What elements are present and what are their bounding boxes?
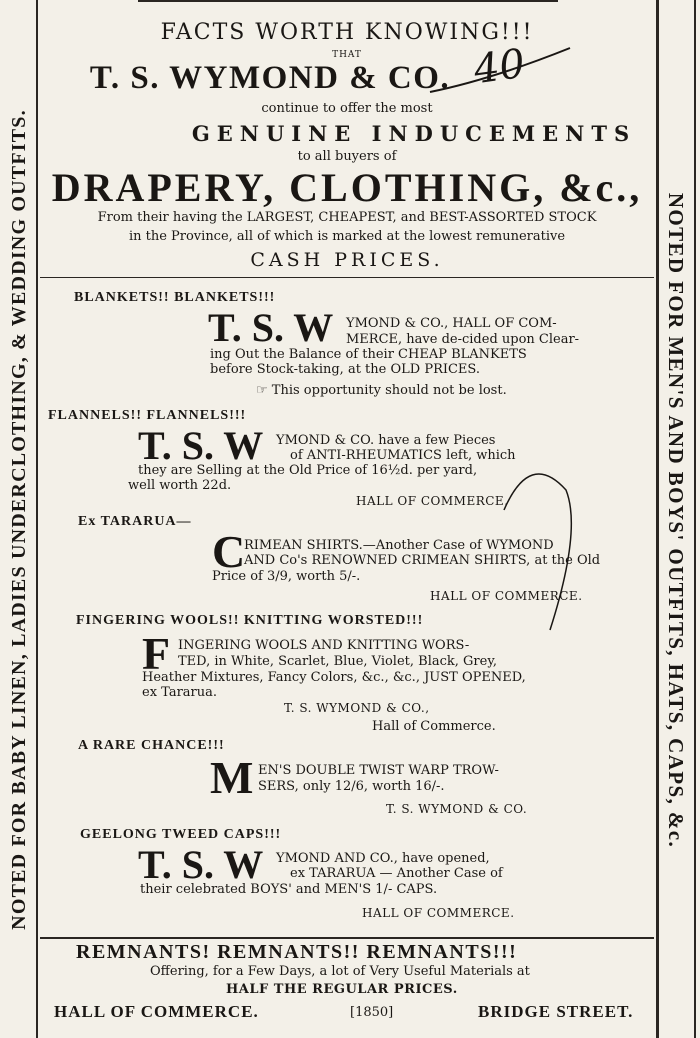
trowsers-signature: T. S. WYMOND & CO.	[386, 802, 528, 816]
caps-line-1: YMOND AND CO., have opened,	[276, 851, 490, 866]
wools-signature-1: T. S. WYMOND & CO.,	[284, 701, 430, 715]
footer-street: BRIDGE STREET.	[478, 1002, 634, 1021]
caps-line-3: their celebrated BOYS' and MEN'S 1/- CAPS.	[140, 882, 438, 897]
left-side-text: NOTED FOR BABY LINEN, LADIES UNDERCLOTHING, & WEDDING OUTFITS.	[7, 108, 30, 930]
top-rule	[138, 0, 558, 2]
crimean-dropcap: C	[212, 526, 246, 577]
caps-heading: GEELONG TWEED CAPS!!!	[80, 827, 282, 842]
flannels-line-1: YMOND & CO. have a few Pieces	[276, 433, 496, 448]
flannels-heading: FLANNELS!! FLANNELS!!!	[48, 408, 247, 423]
blankets-line-2: MERCE, have de-cided upon Clear-	[346, 332, 580, 347]
crimean-line-2: AND Co's RENOWNED CRIMEAN SHIRTS, at the Old	[244, 553, 601, 568]
wools-heading: FINGERING WOOLS!! KNITTING WORSTED!!!	[76, 613, 424, 628]
remnants-line-2: HALF THE REGULAR PRICES.	[226, 982, 458, 997]
blankets-initial: T. S. W	[208, 305, 334, 350]
genuine-inducements: GENUINE INDUCEMENTS	[191, 121, 637, 146]
left-side-banner	[2, 0, 36, 1038]
wools-signature-2: Hall of Commerce.	[372, 719, 496, 734]
handwritten-stroke	[420, 40, 580, 100]
footer-number: [1850]	[350, 1005, 394, 1020]
header-divider	[40, 277, 654, 278]
cash-prices: CASH PRICES.	[250, 249, 444, 271]
that-label: THAT	[332, 50, 362, 60]
tararua-heading: Ex TARARUA—	[78, 514, 192, 529]
wools-dropcap: F	[142, 628, 171, 679]
crimean-line-3: Price of 3/9, worth 5/-.	[212, 569, 361, 584]
crimean-signature: HALL OF COMMERCE.	[430, 589, 583, 603]
caps-signature: HALL OF COMMERCE.	[362, 906, 515, 920]
trowsers-line-2: SERS, only 12/6, worth 16/-.	[258, 779, 445, 794]
outer-right-rule	[694, 0, 696, 1038]
blankets-heading: BLANKETS!! BLANKETS!!!	[74, 290, 276, 305]
remnants-divider	[40, 937, 654, 939]
drapery-heading: DRAPERY, CLOTHING, &c.,	[51, 165, 643, 210]
blankets-line-4: before Stock-taking, at the OLD PRICES.	[210, 362, 480, 377]
to-all-buyers: to all buyers of	[297, 149, 397, 164]
blankets-line-3: ing Out the Balance of their CHEAP BLANKETS	[210, 347, 527, 362]
trowsers-dropcap: M	[210, 752, 254, 803]
flannels-line-2: of ANTI-RHEUMATICS left, which	[290, 448, 516, 463]
caps-initial: T. S. W	[138, 842, 264, 887]
remnants-heading: REMNANTS! REMNANTS!! REMNANTS!!!	[76, 941, 518, 963]
trowsers-line-1: EN'S DOUBLE TWIST WARP TROW-	[258, 763, 499, 778]
firm-name: T. S. WYMOND & CO.	[89, 60, 451, 96]
wools-line-3: Heather Mixtures, Fancy Colors, &c., &c., JUST OPENED,	[142, 670, 526, 685]
rare-chance-heading: A RARE CHANCE!!!	[78, 738, 225, 753]
footer-hall: HALL OF COMMERCE.	[54, 1002, 259, 1021]
flannels-line-4: well worth 22d.	[128, 478, 232, 493]
left-border-rule	[36, 0, 38, 1038]
crimean-line-1: RIMEAN SHIRTS.—Another Case of WYMOND	[244, 538, 554, 553]
right-side-text: NOTED FOR MEN'S AND BOYS' OUTFITS, HATS, CAPS, &c.	[664, 192, 689, 848]
stock-line: From their having the LARGEST, CHEAPEST, and BEST-ASSORTED STOCK	[97, 210, 597, 225]
flannels-initial: T. S. W	[138, 423, 264, 468]
right-side-banner	[659, 160, 693, 880]
flannels-line-3: they are Selling at the Old Price of 16½d. per yard,	[138, 463, 478, 478]
wools-line-1: INGERING WOOLS AND KNITTING WORS-	[178, 638, 470, 653]
handwritten-number: 40	[471, 40, 528, 94]
facts-heading: FACTS WORTH KNOWING!!!	[160, 20, 534, 45]
blankets-line-1: YMOND & CO., HALL OF COM-	[346, 316, 557, 331]
caps-line-2: ex TARARUA — Another Case of	[290, 866, 503, 881]
blankets-note: ☞ This opportunity should not be lost.	[256, 383, 507, 398]
wools-line-4: ex Tararua.	[142, 685, 218, 700]
wools-line-2: TED, in White, Scarlet, Blue, Violet, Black, Grey,	[178, 654, 498, 669]
continue-line: continue to offer the most	[261, 101, 433, 116]
province-line: in the Province, all of which is marked at the lowest remunerative	[128, 229, 566, 244]
remnants-line-1: Offering, for a Few Days, a lot of Very Useful Materials at	[150, 964, 530, 979]
flannels-signature: HALL OF COMMERCE.	[356, 494, 509, 508]
